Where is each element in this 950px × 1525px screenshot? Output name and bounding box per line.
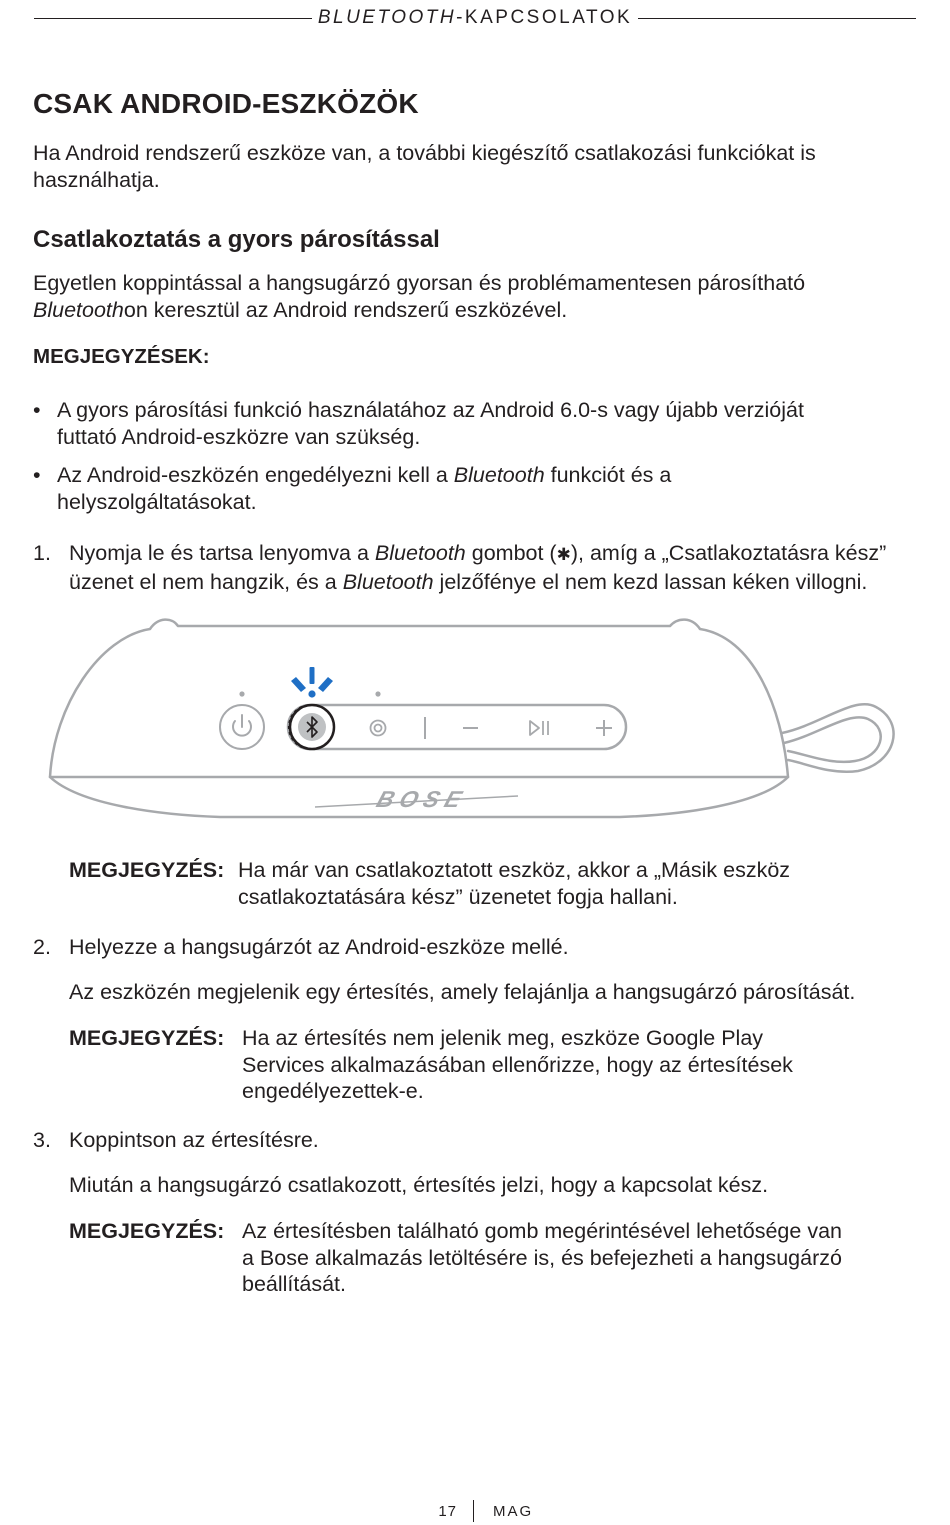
subsection-text-line-1: Egyetlen koppintással a hangsugárzó gyorsan és problémamentesen párosítható: [33, 271, 806, 295]
note-label: MEGJEGYZÉS:: [69, 1026, 225, 1050]
step-3-paragraph: Miután a hangsugárzó csatlakozott, értesítés jelzi, hogy a kapcsolat kész.: [69, 1173, 769, 1197]
step-1-part-b: gombot (: [465, 541, 557, 565]
bluetooth-icon: ✱: [556, 545, 571, 564]
footer-separator: [473, 1500, 474, 1522]
header-title-rest: -KAPCSOLATOK: [456, 7, 633, 28]
bluetooth-term: Bluetooth: [33, 297, 124, 322]
subsection-text-line-2: [33, 297, 913, 324]
step-1-line-2-part-a: üzenet el nem hangzik, és a: [69, 569, 343, 594]
page-footer: [0, 1500, 950, 1524]
power-icon: [233, 715, 251, 736]
step-2-text: Helyezze a hangsugárzót az Android-eszköze mellé.: [69, 935, 569, 959]
step-3-note-line-1: Az értesítésben található gomb megérintésével lehetősége van: [242, 1219, 842, 1243]
step-3-note-line-3: beállítását.: [242, 1272, 346, 1296]
bullet-dot: •: [33, 463, 41, 487]
note-bullet-2-part-b: funkciót és a: [544, 463, 672, 487]
note-bullet-2-text: [57, 462, 897, 515]
speaker-body-outline: [50, 620, 788, 777]
step-1-note-text: [238, 857, 858, 910]
volume-up-icon: [596, 720, 612, 736]
bluetooth-term: Bluetooth: [374, 541, 466, 565]
note-bullet-1-line-1: A gyors párosítási funkció használatához az Android 6.0-s vagy újabb verzióját: [57, 398, 804, 422]
brand-logo: BOSE: [373, 786, 471, 812]
blinking-light-indicator: [291, 667, 333, 698]
subsection-text-line-2-rest: on keresztül az Android rendszerű eszközével.: [123, 297, 568, 322]
header-rule-left: [34, 18, 312, 19]
step-3-note-line-2: a Bose alkalmazás letöltésére is, és befejezheti a hangsugárzó: [242, 1245, 842, 1270]
step-3-number: 3.: [33, 1128, 51, 1152]
action-icon: [371, 721, 386, 736]
step-3-text: Koppintson az értesítésre.: [69, 1128, 319, 1152]
page-number: 17: [438, 1503, 457, 1520]
step-3-note-text: [242, 1218, 862, 1298]
section-intro: [33, 140, 913, 193]
note-bullet-1-line-2: futtató Android-eszközre van szükség.: [57, 424, 421, 449]
strap-loop-inner: [784, 717, 881, 762]
note-bullet-2-line-1: [57, 462, 897, 489]
bullet-dot: •: [33, 398, 41, 422]
section-title: CSAK ANDROID-ESZKÖZÖK: [33, 88, 419, 119]
subsection-text: [33, 270, 913, 323]
step-1-line-2-part-b: jelzőfénye el nem kezd lassan kéken villogni.: [433, 569, 868, 594]
power-indicator-dot: [239, 691, 244, 696]
action-indicator-dot: [375, 691, 380, 696]
step-2-note-text: [242, 1025, 862, 1105]
play-pause-icon: [530, 721, 548, 735]
step-1-note-line-2: csatlakoztatására kész” üzenetet fogja hallani.: [238, 884, 678, 909]
header-title: [312, 7, 638, 29]
step-2-note-line-3: engedélyezettek-e.: [242, 1079, 424, 1103]
header-rule-right: [638, 18, 916, 19]
bluetooth-term: Bluetooth: [453, 463, 545, 487]
note-bullet-2-part-a: Az Android-eszközén engedélyezni kell a: [57, 463, 454, 487]
note-label: MEGJEGYZÉS:: [69, 1219, 225, 1243]
note-bullet-2-line-2: helyszolgáltatásokat.: [57, 489, 257, 514]
step-1-number: 1.: [33, 541, 51, 565]
notes-heading: MEGJEGYZÉSEK:: [33, 345, 210, 368]
step-1-note-line-1: Ha már van csatlakoztatott eszköz, akkor a „Másik eszköz: [238, 858, 791, 882]
step-1-line-2: [69, 569, 919, 596]
bluetooth-term: Bluetooth: [342, 569, 434, 594]
control-strip: [288, 705, 626, 749]
note-label: MEGJEGYZÉS:: [69, 858, 225, 882]
section-intro-line-2: használhatja.: [33, 167, 160, 192]
step-1-line-1: [69, 540, 919, 569]
note-bullet-1-text: [57, 397, 897, 450]
step-1-part-c: ), amíg a „Csatlakoztatásra kész”: [570, 541, 887, 565]
section-intro-line-1: Ha Android rendszerű eszköze van, a további kiegészítő csatlakozási funkciókat is: [33, 141, 816, 165]
step-2-note-line-1: Ha az értesítés nem jelenik meg, eszköze Google Play: [242, 1026, 764, 1050]
header-title-italic: BLUETOOTH: [317, 7, 457, 28]
step-2-note-line-2: Services alkalmazásában ellenőrizze, hogy az értesítések: [242, 1052, 793, 1077]
subsection-title: Csatlakoztatás a gyors párosítással: [33, 226, 440, 253]
step-2-number: 2.: [33, 935, 51, 959]
step-2-paragraph: Az eszközén megjelenik egy értesítés, amely felajánlja a hangsugárzó párosítását.: [69, 980, 856, 1004]
step-1-part-a: Nyomja le és tartsa lenyomva a: [69, 541, 375, 565]
speaker-illustration: [40, 615, 910, 825]
page-header: [34, 7, 916, 29]
step-1-text: [69, 540, 919, 595]
language-code: MAG: [493, 1503, 534, 1520]
speaker-drawing: [40, 615, 910, 825]
